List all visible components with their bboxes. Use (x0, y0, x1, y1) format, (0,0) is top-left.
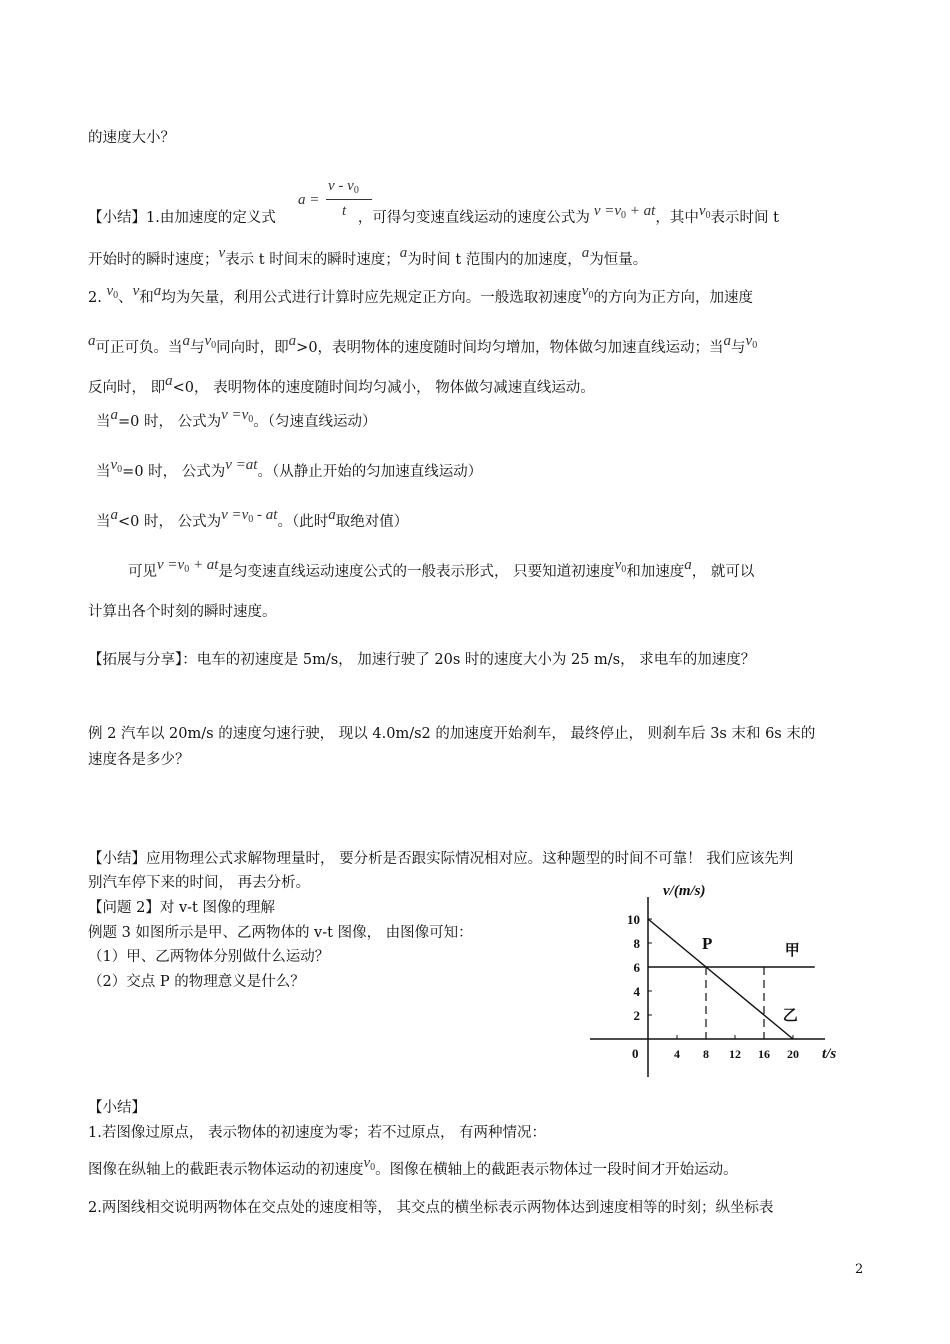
x-tick-label: 12 (729, 1047, 741, 1061)
line-variable-definitions: 开始时的瞬时速度；v表示 t 时间末的瞬时速度；a为时间 t 范围内的加速度，a为恒量。 (88, 245, 648, 268)
summary-3-line-2: 图像在纵轴上的截距表示物体运动的初速度$v_0$。图像在横轴上的截距表示物体过一段时间才开始运动。 (88, 1155, 738, 1178)
line-speed-question: 的速度大小？ (88, 130, 175, 146)
summary-2-line-1: 【小结】应用物理公式求解物理量时， 要分析是否跟实际情况相对应。这种题型的时间不可靠！ 我们应该先判 (88, 851, 794, 867)
origin-label: 0 (632, 1046, 639, 1061)
x-tick-label: 20 (787, 1047, 799, 1061)
formula-numerator: v - $v_0$ (328, 178, 359, 196)
summary-1-line: 【小结】1.由加速度的定义式 ，可得匀变速直线运动的速度公式为 $v =v_0$ + at，其中$v_0$表示时间 t (88, 203, 779, 226)
y-tick-label: 8 (633, 936, 640, 951)
series-label-jia: 甲 (784, 943, 800, 959)
y-tick-label: 2 (633, 1008, 640, 1023)
example-3-q1: （1）甲、乙两物体分别做什么运动？ (88, 949, 330, 965)
case-from-rest: 当$v_0=0$ 时， 公式为v =at。（从静止开始的匀加速直线运动） (96, 457, 483, 480)
series-line-2 (648, 919, 793, 1039)
x-axis-label: t/s (822, 1046, 837, 1062)
case-deceleration: 当a<0 时， 公式为$v =v_0$ - at。（此时a取绝对值） (96, 507, 409, 530)
y-tick-label: 4 (633, 984, 640, 999)
general-velocity-formula: $v =v_0$ + at (593, 203, 656, 221)
question-2-heading: 【问题 2】对 v-t 图像的理解 (88, 900, 275, 916)
general-form-line-2: 计算出各个时刻的瞬时速度。 (88, 604, 277, 620)
case-uniform-motion: 当a=0 时， 公式为$v =v_0$。（匀速直线运动） (96, 407, 377, 430)
formula-denominator: t (342, 203, 347, 219)
line-deceleration: 反向时， 即a<0， 表明物体的速度随时间均匀减小， 物体做匀减速直线运动。 (88, 373, 595, 396)
example-2-line-1: 例 2 汽车以 20m/s 的速度匀速行驶， 现以 4.0m/s2 的加速度开始刹车， 最终停止， 则刹车后 3s 末和 6s 末的 (88, 726, 816, 742)
page-number: 2 (855, 1262, 864, 1277)
x-tick-label: 16 (758, 1047, 770, 1061)
x-tick-label: 4 (674, 1047, 680, 1061)
summary-2-line-2: 别汽车停下来的时间， 再去分析。 (88, 875, 311, 891)
summary-3-line-3: 2.两图线相交说明两物体在交点处的速度相等， 其交点的横坐标表示两物体达到速度相等的时刻；纵坐标表 (88, 1200, 774, 1216)
fraction-bar (326, 199, 372, 200)
extension-question: 【拓展与分享】：电车的初速度是 5m/s， 加速行驶了 20s 时的速度大小为 25 m/s， 求电车的加速度？ (88, 652, 756, 668)
line-vector-note: 2. $v_0$、v和a均为矢量，利用公式进行计算时应先规定正方向。一般选取初速度$v_0$的方向为正方向，加速度 (88, 283, 753, 306)
y-tick-label: 6 (633, 960, 640, 975)
summary-3-heading: 【小结】 (88, 1100, 146, 1116)
formula-lhs: a = (298, 192, 320, 208)
example-3-intro: 例题 3 如图所示是甲、乙两物体的 v-t 图像， 由图像可知： (88, 925, 473, 941)
x-tick-label: 8 (703, 1047, 709, 1061)
intersection-label-p: P (702, 934, 713, 953)
y-axis-label: v/(m/s) (663, 883, 706, 899)
example-2-line-2: 速度各是多少？ (88, 752, 190, 768)
summary-3-line-1: 1.若图像过原点， 表示物体的初速度为零；若不过原点， 有两种情况： (88, 1125, 547, 1141)
series-label-yi: 乙 (782, 1008, 798, 1024)
example-3-q2: （2）交点 P 的物理意义是什么？ (88, 974, 305, 990)
general-form-line: 可见$v =v_0$ + at是匀变速直线运动速度公式的一般表示形式， 只要知道初速度$v_0$和加速度a， 就可以 (128, 557, 755, 580)
y-tick-label: 10 (627, 912, 640, 927)
vt-graph (585, 875, 855, 1085)
line-sign-of-acceleration: a可正可负。当a与$v_0$同向时，即a>0，表明物体的速度随时间均匀增加，物体做匀加速直线运动；当a与$v_0$ (88, 333, 758, 356)
